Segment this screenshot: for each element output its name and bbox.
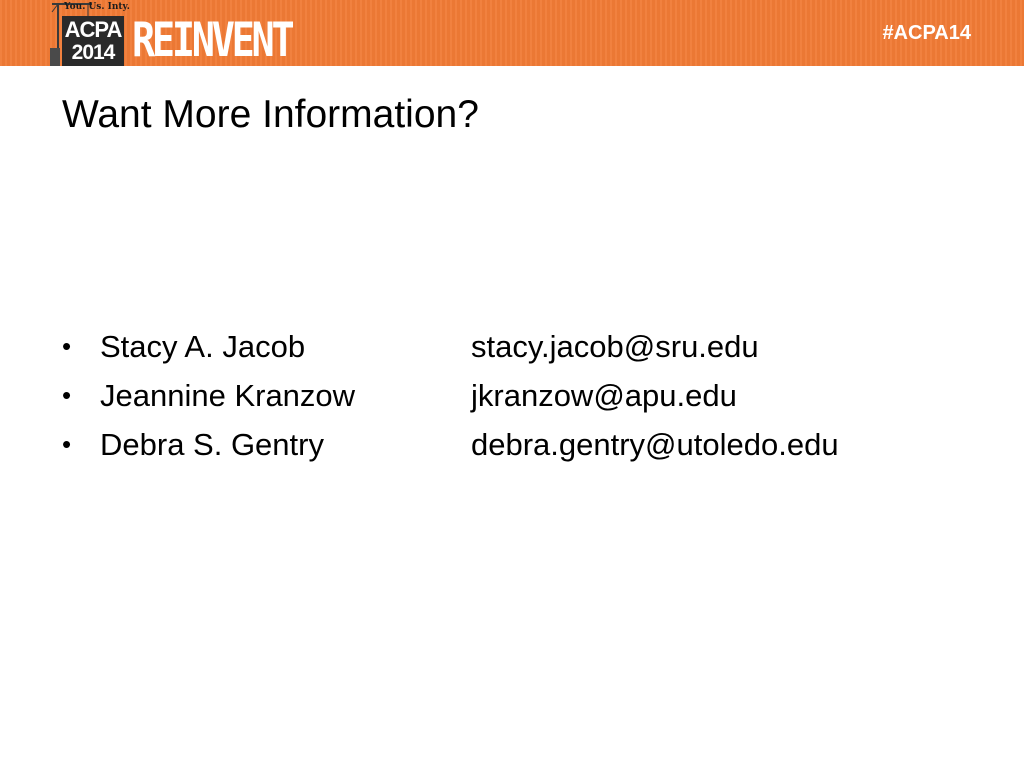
hashtag-label: #ACPA14 — [882, 22, 971, 44]
acpa-2014-reinvent-logo — [48, 0, 298, 66]
contact-list — [62, 322, 962, 469]
bullet-icon: • — [62, 380, 72, 410]
logo-year-text: 2014 — [71, 41, 115, 64]
contact-email[interactable]: stacy.jacob@sru.edu — [471, 329, 759, 364]
bullet-icon: • — [62, 331, 72, 361]
contact-name: Debra S. Gentry — [100, 427, 324, 462]
logo-reinvent-text: REINVENT — [132, 13, 292, 66]
contact-email[interactable]: jkranzow@apu.edu — [471, 378, 737, 413]
contact-item — [62, 371, 962, 420]
contact-item — [62, 322, 962, 371]
contact-item — [62, 420, 962, 469]
logo-badge — [62, 16, 124, 66]
logo-acpa-text: ACPA — [64, 17, 122, 42]
header-banner — [0, 0, 1024, 66]
slide-title: Want More Information? — [62, 93, 479, 136]
contact-email[interactable]: debra.gentry@utoledo.edu — [471, 427, 839, 462]
contact-name: Jeannine Kranzow — [100, 378, 356, 413]
contact-name: Stacy A. Jacob — [100, 329, 306, 364]
logo-tagline: You. Us. Inty. — [64, 2, 130, 12]
bullet-icon: • — [62, 429, 72, 459]
